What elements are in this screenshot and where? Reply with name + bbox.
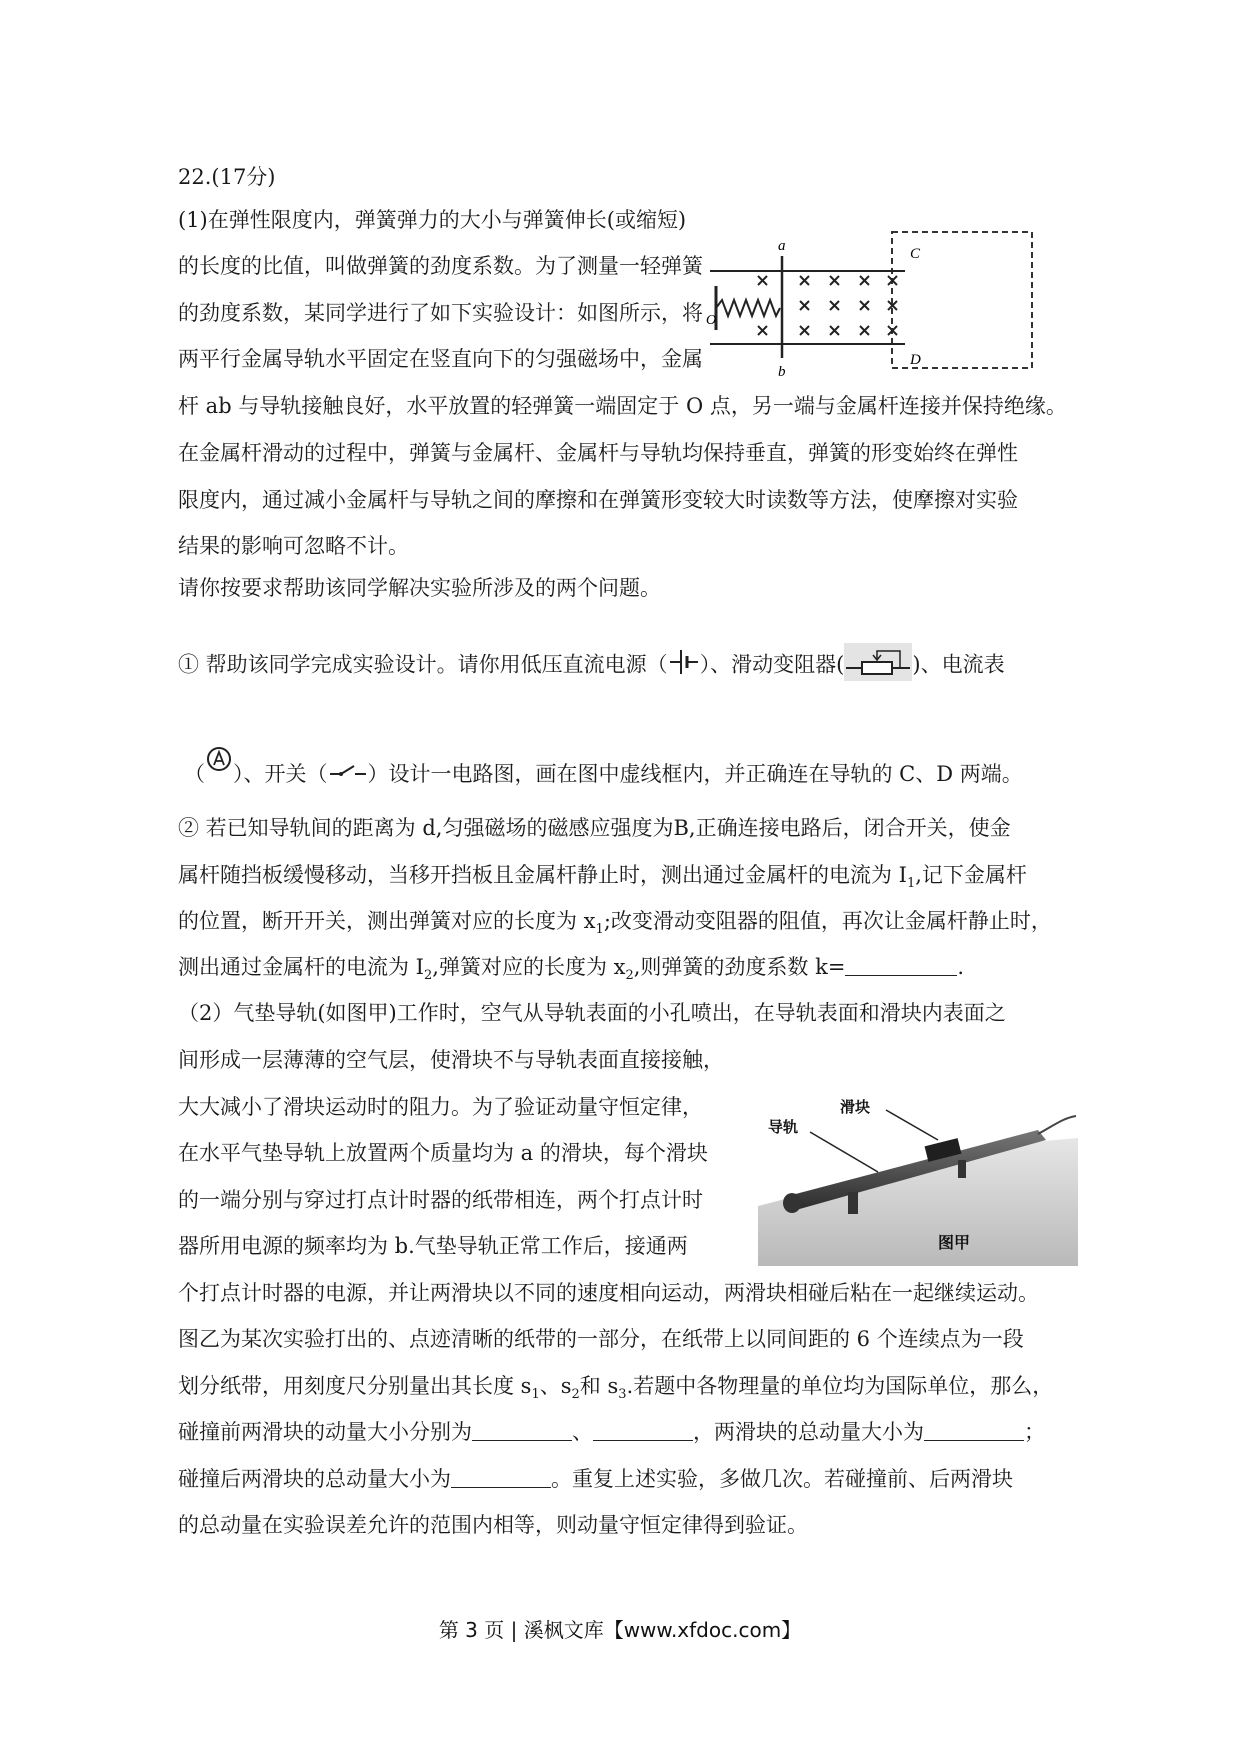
part2-l9-d: .若题中各物理量的单位均为国际单位，那么， (626, 1374, 1054, 1398)
label-a: a (778, 238, 786, 254)
label-c: C (910, 246, 921, 262)
answer-blank-k[interactable] (845, 955, 957, 976)
label-rail: 导轨 (768, 1118, 799, 1136)
part1-line-2: 的长度的比值，叫做弹簧的劲度系数。为了测量一轻弹簧 (178, 254, 703, 278)
part2-line-3: 大大减小了滑块运动时的阻力。为了验证动量守恒定律， (178, 1095, 703, 1119)
part2-l10-c: ，两滑块的总动量大小为 (693, 1420, 924, 1444)
part2-l9-c: 和 s (579, 1374, 619, 1398)
part2-line-4: 在水平气垫导轨上放置两个质量均为 a 的滑块，每个滑块 (178, 1141, 708, 1165)
air-track-svg (758, 1088, 1078, 1266)
q1-text-b: ）、滑动变阻器( (699, 652, 845, 677)
q1-text-a: ① 帮助该同学完成实验设计。请你用低压直流电源（ (178, 652, 668, 677)
part1-line-4: 两平行金属导轨水平固定在竖直向下的匀强磁场中，金属 (178, 347, 703, 371)
q2-l4-sub2: 2 (625, 968, 634, 983)
figure-caption: 图甲 (938, 1233, 971, 1252)
answer-blank-total-before[interactable] (924, 1420, 1024, 1441)
q2-line-1: ② 若已知导轨间的距离为 d,匀强磁场的磁感应强度为B,正确连接电路后，闭合开关，使金 (178, 816, 1011, 840)
q2-l4-a: 测出通过金属杆的电流为 I (178, 955, 424, 979)
answer-blank-p1[interactable] (472, 1420, 572, 1441)
page-footer: 第 3 页 | 溪枫文库【www.xfdoc.com】 (438, 1618, 802, 1642)
part2-line-1: （2）气垫导轨(如图甲)工作时，空气从导轨表面的小孔喷出，在导轨表面和滑块内表面之 (178, 1001, 1006, 1025)
part2-line-2: 间形成一层薄薄的空气层，使滑块不与导轨表面直接接触， (178, 1048, 724, 1072)
q2-l2-sub: 1 (906, 876, 916, 891)
magnetic-field-crosses (758, 276, 897, 335)
q2-line-3 (178, 906, 1052, 945)
part2-l9-b: 、s (539, 1374, 572, 1398)
q1-line-1 (178, 643, 1005, 689)
label-b: b (778, 364, 786, 378)
switch-icon (328, 760, 368, 792)
ammeter-icon (205, 745, 233, 781)
label-slider: 滑块 (840, 1098, 871, 1116)
part2-l11-b: 。重复上述实验，多做几次。若碰撞前、后两滑块 (551, 1467, 1013, 1491)
part1-line-6: 在金属杆滑动的过程中，弹簧与金属杆、金属杆与导轨均保持垂直，弹簧的形变始终在弹性 (178, 441, 1018, 465)
part1-line-7: 限度内，通过减小金属杆与导轨之间的摩擦和在弹簧形变较大时读数等方法，使摩擦对实验 (178, 488, 1018, 512)
part2-l9-s3: 3 (618, 1387, 627, 1402)
q2-line-4 (178, 952, 964, 991)
problem-title: 22.(17分) (178, 165, 276, 189)
q2-l3-sub: 1 (595, 922, 604, 937)
part2-line-6: 器所用电源的频率均为 b.气垫导轨正常工作后，接通两 (178, 1234, 688, 1258)
part1-line-3: 的劲度系数，某同学进行了如下实验设计：如图所示，将 (178, 301, 703, 325)
part1-line-5: 杆 ab 与导轨接触良好，水平放置的轻弹簧一端固定于 O 点，另一端与金属杆连接并保持绝缘。 (178, 394, 1067, 418)
spring (716, 300, 780, 316)
part2-line-12: 的总动量在实验误差允许的范围内相等，则动量守恒定律得到验证。 (178, 1513, 808, 1537)
part2-l11-a: 碰撞后两滑块的总动量大小为 (178, 1467, 451, 1491)
q2-l2-b: ,记下金属杆 (915, 863, 1027, 887)
part2-line-10 (178, 1417, 1045, 1447)
part2-l9-s2: 2 (571, 1387, 580, 1402)
part2-line-7: 个打点计时器的电源，并让两滑块以不同的速度相向运动，两滑块相碰后粘在一起继续运动。 (178, 1281, 1039, 1305)
part2-line-8: 图乙为某次实验打出的、点迹清晰的纸带的一部分，在纸带上以同间距的 6 个连续点为一段 (178, 1327, 1024, 1351)
q1-text-c: )、电流表 (912, 652, 1005, 677)
q1-text-d: （ (184, 762, 205, 786)
part2-l9-s1: 1 (531, 1387, 540, 1402)
q2-l4-b: ,弹簧对应的长度为 x (432, 955, 626, 979)
part2-line-5: 的一端分别与穿过打点计时器的纸带相连，两个打点计时 (178, 1188, 703, 1212)
part1-line-9: 请你按要求帮助该同学解决实验所涉及的两个问题。 (178, 576, 661, 600)
answer-blank-p2[interactable] (593, 1420, 693, 1441)
rail-figure-svg (700, 226, 1040, 378)
part2-l10-a: 碰撞前两滑块的动量大小分别为 (178, 1420, 472, 1444)
q2-l3-b: ;改变滑动变阻器的阻值，再次让金属杆静止时， (603, 909, 1052, 933)
q2-l4-c: ,则弹簧的劲度系数 k= (633, 955, 846, 979)
air-track-photo (758, 1088, 1078, 1266)
q2-l4-d: . (957, 955, 965, 979)
part1-line-1: (1)在弹性限度内，弹簧弹力的大小与弹簧伸长(或缩短) (178, 208, 687, 232)
label-o: O (706, 313, 717, 328)
part2-l10-b: 、 (572, 1420, 593, 1444)
answer-blank-total-after[interactable] (451, 1467, 551, 1488)
label-d: D (910, 352, 921, 368)
part2-line-9 (178, 1371, 1053, 1410)
part2-line-11 (178, 1464, 1013, 1494)
q1-text-e: ）、开关（ (233, 762, 328, 786)
q1-text-f: ）设计一电路图，画在图中虚线框内，并正确连在导轨的 C、D 两端。 (367, 762, 1023, 786)
rheostat-icon (844, 643, 912, 689)
part2-l9-a: 划分纸带，用刻度尺分别量出其长度 s (178, 1374, 532, 1398)
q2-l3-a: 的位置，断开开关，测出弹簧对应的长度为 x (178, 909, 596, 933)
dc-power-source-icon (668, 647, 700, 685)
part2-l10-d: ； (1024, 1420, 1045, 1444)
part1-line-8: 结果的影响可忽略不计。 (178, 534, 409, 558)
q2-l2-a: 属杆随挡板缓慢移动，当移开挡板且金属杆静止时，测出通过金属杆的电流为 I (178, 863, 907, 887)
q1-line-2 (184, 745, 1023, 792)
q2-l4-sub: 2 (423, 968, 433, 983)
q2-line-2 (178, 860, 1027, 899)
rail-magnetic-field-figure (700, 226, 1040, 378)
